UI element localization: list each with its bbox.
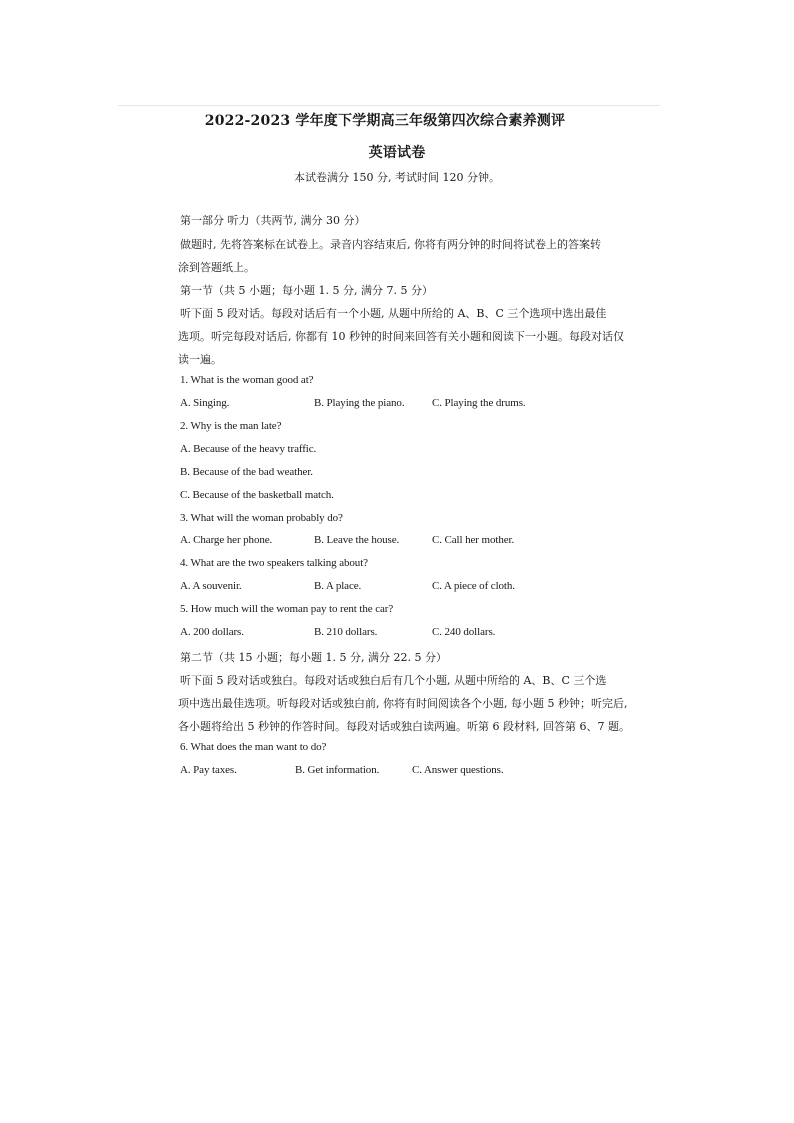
question-1-stem: 1. What is the woman good at? [180, 374, 314, 386]
question-6-stem: 6. What does the man want to do? [180, 741, 327, 753]
exam-note: 本试卷满分 150 分, 考试时间 120 分钟。 [294, 171, 500, 184]
part1-instruction-line-1: 做题时, 先将答案标在试卷上。录音内容结束后, 你将有两分钟的时间将试卷上的答案转 [180, 238, 601, 251]
question-5-option-b: B. 210 dollars. [314, 626, 378, 638]
question-4-stem: 4. What are the two speakers talking about? [180, 557, 368, 569]
question-4-option-a: A. A souvenir. [180, 580, 242, 592]
section2-instruction-line-3: 各小题将给出 5 秒钟的作答时间。每段对话或独白读两遍。听第 6 段材料, 回答第 6、7 题。 [178, 720, 630, 733]
question-3-option-c: C. Call her mother. [432, 534, 515, 546]
exam-title: 2022-2023 学年度下学期高三年级第四次综合素养测评 [204, 113, 566, 129]
section1-instruction-line-2: 选项。听完每段对话后, 你都有 10 秒钟的时间来回答有关小题和阅读下一小题。每段对话仅 [178, 330, 624, 343]
question-5-option-a: A. 200 dollars. [180, 626, 244, 638]
part1-instruction-line-2: 涂到答题纸上。 [178, 261, 255, 274]
question-2-option-c: C. Because of the basketball match. [180, 489, 334, 501]
part1-heading: 第一部分 听力（共两节, 满分 30 分） [180, 214, 366, 227]
question-2-option-b: B. Because of the bad weather. [180, 466, 313, 478]
subject-title: 英语试卷 [368, 145, 426, 161]
top-divider [118, 105, 660, 106]
question-6-option-b: B. Get information. [295, 764, 380, 776]
section1-instruction-line-3: 读一遍。 [178, 353, 222, 366]
question-2-option-a: A. Because of the heavy traffic. [180, 443, 317, 455]
question-1-option-b: B. Playing the piano. [314, 397, 405, 409]
question-6-option-c: C. Answer questions. [412, 764, 504, 776]
question-6-option-a: A. Pay taxes. [180, 764, 237, 776]
section1-heading: 第一节（共 5 小题；每小题 1. 5 分, 满分 7. 5 分） [180, 284, 433, 297]
question-5-option-c: C. 240 dollars. [432, 626, 496, 638]
question-5-stem: 5. How much will the woman pay to rent the car? [180, 603, 394, 615]
section2-instruction-line-1: 听下面 5 段对话或独白。每段对话或独白后有几个小题, 从题中所给的 A、B、C 三个选 [180, 674, 607, 687]
question-3-option-a: A. Charge her phone. [180, 534, 273, 546]
question-2-stem: 2. Why is the man late? [180, 420, 282, 432]
section2-instruction-line-2: 项中选出最佳选项。听每段对话或独白前, 你将有时间阅读各个小题, 每小题 5 秒钟；听完后, [178, 697, 628, 710]
section1-instruction-line-1: 听下面 5 段对话。每段对话后有一个小题, 从题中所给的 A、B、C 三个选项中选出最佳 [180, 307, 607, 320]
question-4-option-c: C. A piece of cloth. [432, 580, 515, 592]
question-3-option-b: B. Leave the house. [314, 534, 400, 546]
question-3-stem: 3. What will the woman probably do? [180, 512, 343, 524]
question-1-option-a: A. Singing. [180, 397, 230, 409]
question-1-option-c: C. Playing the drums. [432, 397, 526, 409]
question-4-option-b: B. A place. [314, 580, 362, 592]
section2-heading: 第二节（共 15 小题；每小题 1. 5 分, 满分 22. 5 分） [180, 651, 447, 664]
